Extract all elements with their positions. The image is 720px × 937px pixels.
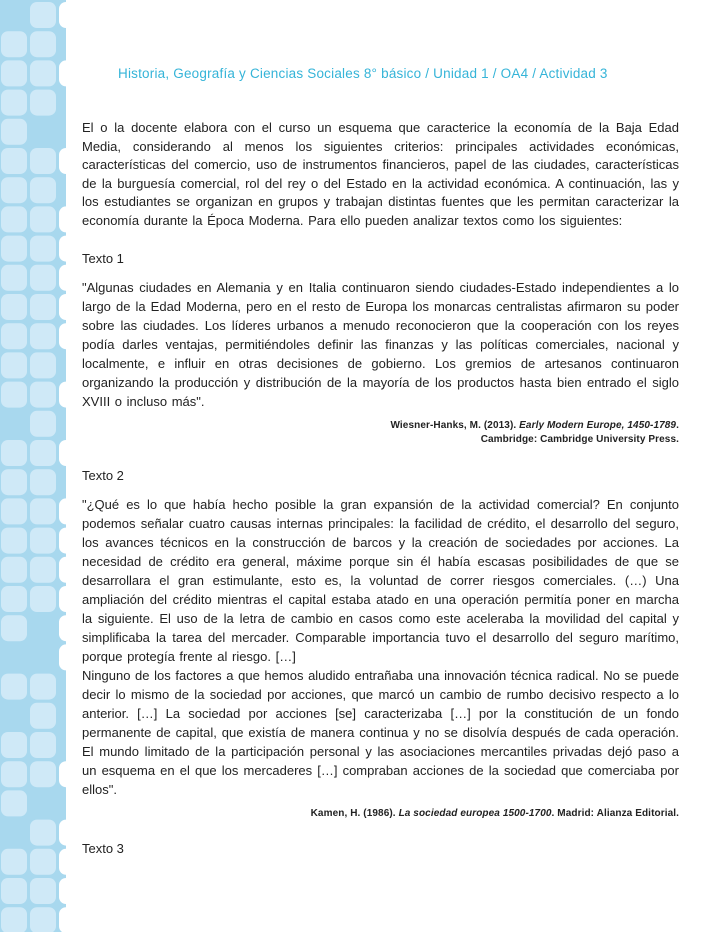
texto2-paragraph-1: "¿Qué es lo que había hecho posible la gran expansión de la actividad comercial? En conjunto podemos señalar cuatro causas internas principales: la facilidad de crédito, el desarrollo del seguro, los avances técnicos en la construcción de barcos y la creación de sociedades por acciones. La necesidad de crédito era general, máxime porque sin él había escasas posibilidades de que se desarrollara el gran estimulante, esto es, la voluntad de correr riesgos comerciales. (…) Una ampliación del crédito mientras el capital estaba atado en una operación permitía poner en marcha la siguiente. El uso de la letra de cambio en casos como este aceleraba la movilidad del capital y simplificaba la tarea del mercader. Comparable importancia tuvo el desarrollo del seguro marítimo, porque protegía frente al riesgo. […] (82, 496, 679, 664)
citation-author: Kamen, H. (1986). (310, 807, 399, 819)
breadcrumb: Historia, Geografía y Ciencias Sociales 8° básico / Unidad 1 / OA4 / Actividad 3 (118, 66, 608, 81)
citation-book-title: La sociedad europea 1500-1700 (398, 807, 552, 819)
texto1-label: Texto 1 (82, 250, 124, 266)
texto3-label: Texto 3 (82, 841, 124, 857)
citation-period: . (676, 419, 679, 431)
texto1-citation (82, 419, 679, 448)
texto2-citation (82, 807, 679, 822)
citation-publisher: . Madrid: Alianza Editorial. (551, 807, 679, 819)
texto2-quote (82, 495, 679, 799)
citation-line (82, 807, 679, 822)
texto2-paragraph-2: Ninguno de los factores a que hemos aludido entrañaba una innovación técnica radical. No se puede decir lo mismo de la sociedad por acciones, que marcó un cambio de rumbo decisivo respecto a lo anterior. […] La sociedad por acciones [se] caracterizaba […] por la constitución de un fondo permanente de capital, que existía de manera continua y no se disolvía después de cada operación. El mundo limitado de la participación personal y las asociaciones mercantiles privadas dejó paso a un esquema en el que los mercaderes […] compraban acciones de la sociedad que comerciaba por ellos". (82, 667, 679, 797)
texto2-label: Texto 2 (82, 467, 124, 483)
intro-paragraph: El o la docente elabora con el curso un esquema que caracterice la economía de la Baja Edad Media, considerando al menos los siguientes criterios: principales actividades económicas, características del comercio, uso de instrumentos financieros, papel de las ciudades, características de la burguesía comercial, rol del rey o del Estado en la actividad económica. A continuación, las y los estudiantes se organizan en grupos y trabajan distintas fuentes que les permitan caracterizar la economía durante la Época Moderna. Para ello pueden analizar textos como los siguientes: (82, 120, 679, 228)
citation-book-title: Early Modern Europe, 1450-1789 (519, 419, 677, 431)
page-content (82, 0, 679, 856)
mosaic-pattern (0, 0, 90, 932)
texto1-paragraph: "Algunas ciudades en Alemania y en Italia continuaron siendo ciudades-Estado independientes a lo largo de la Edad Moderna, pero en el resto de Europa los monarcas centralistas afirmaron su poder sobre las ciudades. Los líderes urbanos a menudo reconocieron que la cooperación con los reyes podía darles ventajas, permitiéndoles definir las finanzas y las políticas comerciales, nacional y localmente, e influir en otras decisiones de gobierno. Los gremios de artesanos continuaron organizando la producción y distribución de la mayoría de los productos hasta bien entrado el siglo XVIII o incluso más". (82, 279, 679, 409)
citation-line (82, 419, 679, 434)
citation-author: Wiesner-Hanks, M. (2013). (390, 419, 520, 431)
decorative-left-border (0, 0, 90, 932)
citation-publisher: Cambridge: Cambridge University Press. (480, 434, 679, 446)
texto1-quote (82, 278, 679, 411)
